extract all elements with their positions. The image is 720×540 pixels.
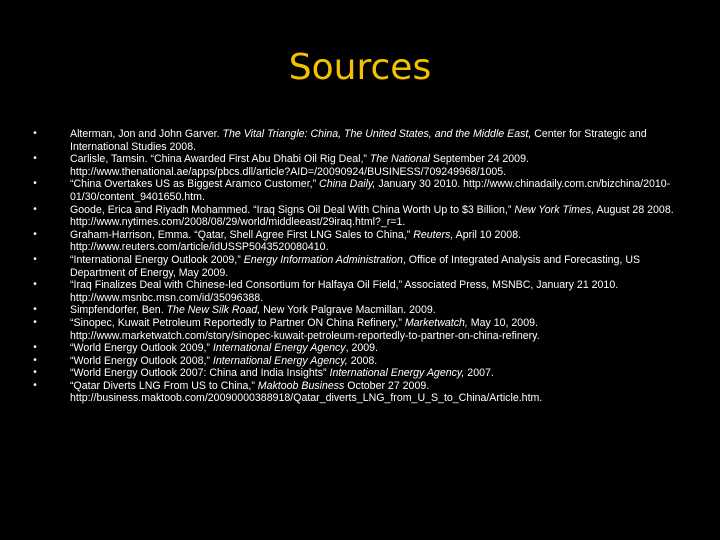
bullet-icon: •	[33, 203, 37, 215]
reference-text-rest: August 28 2008. http://www.nytimes.com/2008/08/29/world/middleeast/29iraq.html?_r=1.	[70, 203, 674, 229]
bullet-icon: •	[33, 304, 37, 316]
reference-text-rest: September 24 2009. http://www.thenational.ae/apps/pbcs.dll/article?AID=/20090924/BUSINESS/709249968/1005.	[70, 153, 529, 178]
reference-item	[30, 317, 690, 342]
bullet-icon: •	[33, 253, 37, 265]
reference-italic-title: Marketwatch,	[404, 316, 468, 329]
reference-text: Simpfendorfer, Ben.	[70, 304, 167, 317]
reference-item	[30, 342, 690, 355]
reference-text-rest: New York Palgrave Macmillan. 2009.	[260, 304, 436, 317]
reference-italic-title: The New Silk Road,	[166, 304, 261, 317]
bullet-icon: •	[33, 178, 37, 190]
reference-text: “Iraq Finalizes Deal with Chinese-led Consortium for Halfaya Oil Field,” Associated Press, MSNBC, January 21 2010. http://www.msnbc.msn.com/id/35096388.	[70, 279, 619, 304]
reference-item	[30, 254, 690, 279]
bullet-icon: •	[33, 379, 37, 391]
reference-item	[30, 153, 690, 178]
reference-text-rest: January 30 2010. http://www.chinadaily.com.cn/bizchina/2010-01/30/content_9401650.htm.	[70, 178, 671, 203]
reference-item	[30, 367, 690, 380]
reference-italic-title: International Energy Agency,	[329, 367, 465, 380]
slide-title: Sources	[288, 47, 432, 88]
reference-text-rest: 2007.	[464, 367, 494, 380]
reference-list	[30, 128, 690, 405]
reference-item	[30, 204, 690, 229]
reference-item	[30, 355, 690, 368]
reference-item	[30, 229, 690, 254]
reference-text: “World Energy Outlook 2007: China and India Insights”	[70, 367, 330, 380]
reference-item	[30, 128, 690, 153]
bullet-icon: •	[33, 354, 37, 366]
bullet-icon: •	[33, 367, 37, 379]
reference-item	[30, 380, 690, 405]
bullet-icon: •	[33, 316, 37, 328]
reference-text-rest: October 27 2009. http://business.maktoob.com/20090000388918/Qatar_diverts_LNG_from_U_S_to_China/Article.htm.	[70, 379, 543, 405]
reference-text: “China Overtakes US as Biggest Aramco Customer,”	[70, 178, 320, 191]
reference-italic-title: New York Times,	[514, 203, 595, 216]
reference-text: “World Energy Outlook 2009,”	[70, 342, 213, 355]
reference-italic-title: China Daily,	[319, 178, 376, 191]
reference-text: “World Energy Outlook 2008,”	[70, 354, 213, 367]
reference-text: “Qatar Diverts LNG From US to China,”	[70, 379, 258, 392]
reference-text-rest: May 10, 2009. http://www.marketwatch.com/story/sinopec-kuwait-petroleum-reportedly-to-partner-on-china-refinery.	[70, 316, 540, 342]
reference-text: Goode, Erica and Riyadh Mohammed. “Iraq Signs Oil Deal With China Worth Up to $3 Billion,”	[70, 203, 515, 216]
reference-italic-title: Energy Information Administration	[243, 253, 403, 266]
reference-text: “Sinopec, Kuwait Petroleum Reportedly to Partner ON China Refinery,”	[70, 316, 405, 329]
reference-text: Alterman, Jon and John Garver.	[70, 128, 223, 140]
bullet-icon: •	[33, 342, 37, 354]
reference-text: Graham-Harrison, Emma. “Qatar, Shell Agree First LNG Sales to China,”	[70, 228, 414, 241]
reference-text-rest: , 2009.	[345, 342, 378, 355]
reference-item	[30, 304, 690, 317]
reference-text: “International Energy Outlook 2009,”	[70, 253, 244, 266]
reference-italic-title: Maktoob Business	[257, 379, 345, 392]
reference-italic-title: International Energy Agency	[212, 342, 346, 355]
reference-item	[30, 178, 690, 203]
reference-text-rest: , Office of Integrated Analysis and Forecasting, US Department of Energy, May 2009.	[70, 253, 641, 279]
reference-item	[30, 279, 690, 304]
bullet-icon: •	[33, 228, 37, 240]
bullet-icon: •	[33, 128, 37, 139]
reference-text: Carlisle, Tamsin. “China Awarded First Abu Dhabi Oil Rig Deal,”	[70, 153, 370, 166]
reference-italic-title: The National	[369, 153, 430, 166]
reference-italic-title: International Energy Agency,	[212, 354, 348, 367]
reference-text-rest: Center for Strategic and International Studies 2008.	[70, 128, 647, 153]
reference-italic-title: Reuters,	[413, 228, 454, 241]
bullet-icon: •	[33, 279, 37, 291]
bullet-icon: •	[33, 153, 37, 165]
reference-text-rest: April 10 2008. http://www.reuters.com/article/idUSSP5043520080410.	[70, 228, 522, 254]
reference-text-rest: 2008.	[347, 354, 378, 367]
reference-italic-title: The Vital Triangle: China, The United States, and the Middle East,	[222, 128, 532, 140]
